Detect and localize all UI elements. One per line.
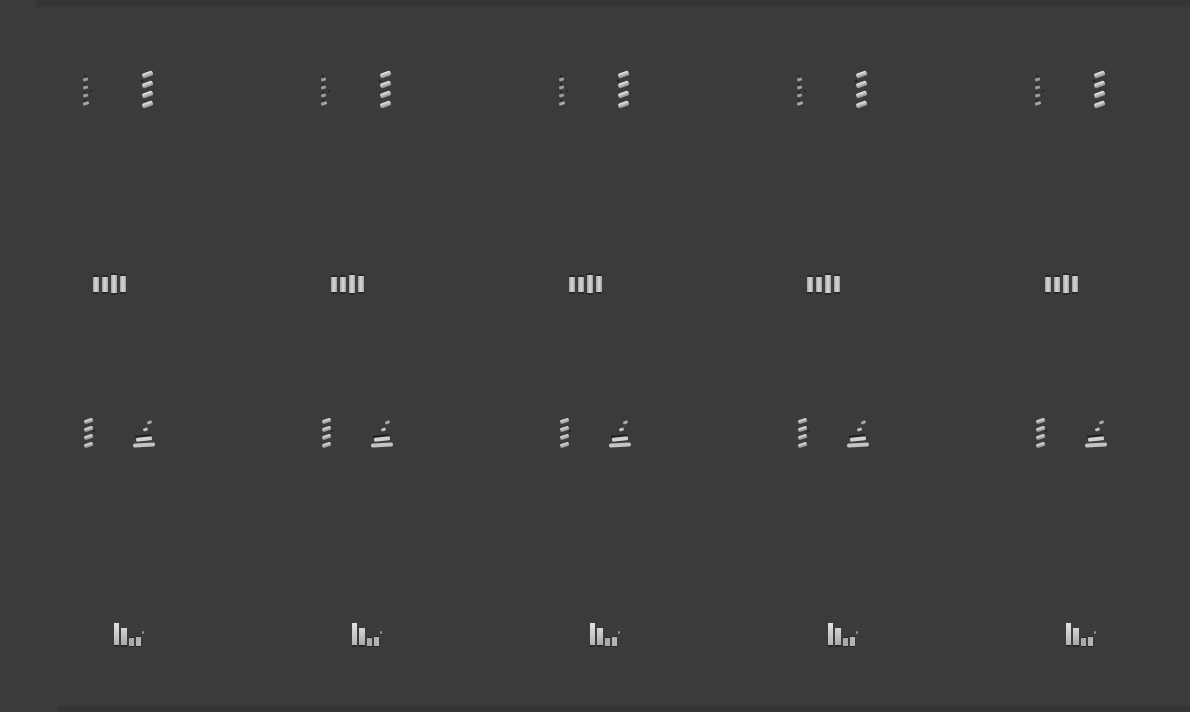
- small-tilde-stack-shape: [1036, 442, 1046, 448]
- small-tilde-stack-shape: [798, 418, 808, 424]
- bright-tilde-stack-shape: [617, 80, 619, 82]
- quad-bar-group-shape: [1054, 275, 1060, 294]
- decay-stroke-glyph-shape: [850, 436, 866, 441]
- dim-mark-stack-shape: [83, 101, 90, 106]
- small-tilde-stack-shape: [322, 434, 332, 440]
- descending-bar-group-shape: [367, 637, 372, 647]
- quad-bar-group-shape: [111, 273, 117, 295]
- descending-bar-group-shape: [605, 637, 610, 647]
- bright-tilde-stack-shape: [379, 80, 381, 82]
- decay-stroke-glyph-shape: [1088, 436, 1104, 441]
- descending-bar-group-shape: [1094, 631, 1097, 634]
- bright-tilde-stack-shape: [618, 100, 630, 108]
- bottom-edge-strip: [57, 706, 1190, 712]
- small-tilde-stack-shape: [84, 442, 94, 448]
- descending-bar-group-shape: [1088, 636, 1093, 647]
- decay-stroke-glyph-shape: [619, 427, 625, 431]
- dim-mark-stack-shape: [90, 90, 92, 92]
- bright-tilde-stack-shape: [1094, 90, 1106, 98]
- bright-tilde-stack-shape: [142, 90, 154, 98]
- bright-tilde-stack-shape: [856, 80, 868, 88]
- small-tilde-stack-shape: [798, 426, 808, 432]
- bright-tilde-stack-shape: [142, 80, 154, 88]
- dim-mark-stack-shape: [321, 77, 326, 81]
- dim-mark-stack-shape: [321, 85, 326, 89]
- small-tilde-stack-shape: [322, 442, 332, 448]
- quad-bar-group-shape: [102, 275, 108, 294]
- bright-tilde-stack-shape: [380, 80, 392, 88]
- descending-bar-group-shape: [1073, 628, 1079, 647]
- descending-bar-group-shape: [352, 623, 357, 647]
- descending-bar-group-shape: [843, 637, 848, 647]
- bright-tilde-stack-shape: [142, 100, 154, 108]
- dim-mark-stack-shape: [798, 99, 800, 101]
- quad-bar-group-shape: [1063, 273, 1069, 295]
- dim-mark-stack-shape: [559, 77, 564, 81]
- dim-mark-stack-shape: [1035, 85, 1040, 89]
- decay-stroke-glyph-shape: [381, 427, 387, 431]
- descending-bar-group-shape: [590, 623, 595, 647]
- descending-bar-group-shape: [121, 628, 127, 647]
- dim-mark-stack-shape: [797, 77, 802, 81]
- dim-mark-stack-shape: [83, 93, 88, 97]
- descending-bar-group-shape: [136, 636, 141, 647]
- decay-stroke-glyph-shape: [1085, 442, 1107, 447]
- small-tilde-stack-shape: [322, 418, 332, 424]
- small-tilde-stack-shape: [93, 430, 95, 432]
- dim-mark-stack-shape: [1035, 101, 1042, 106]
- decay-stroke-glyph-shape: [371, 442, 393, 447]
- small-tilde-stack-shape: [1045, 430, 1047, 432]
- dim-mark-stack-shape: [566, 90, 568, 92]
- dim-mark-stack-shape: [322, 99, 324, 101]
- small-tilde-stack-shape: [84, 426, 94, 432]
- descending-bar-group-shape: [850, 636, 855, 647]
- descending-bar-group-shape: [835, 628, 841, 647]
- descending-bar-group-shape: [597, 628, 603, 647]
- descending-bar-group-shape: [1081, 637, 1086, 647]
- dim-mark-stack-shape: [83, 85, 88, 89]
- decay-stroke-glyph-shape: [1095, 427, 1101, 431]
- small-tilde-stack-shape: [322, 426, 332, 432]
- bright-tilde-stack-shape: [856, 70, 868, 78]
- bright-tilde-stack-shape: [142, 70, 154, 78]
- dim-mark-stack-shape: [321, 101, 328, 106]
- small-tilde-stack-shape: [331, 430, 333, 432]
- small-tilde-stack-shape: [560, 418, 570, 424]
- dim-mark-stack-shape: [559, 101, 566, 106]
- small-tilde-stack-shape: [560, 442, 570, 448]
- quad-bar-group-shape: [93, 275, 99, 294]
- descending-bar-group-shape: [380, 631, 383, 634]
- small-tilde-stack-shape: [560, 426, 570, 432]
- decay-stroke-glyph-shape: [612, 436, 628, 441]
- descending-bar-group-shape: [856, 631, 859, 634]
- bright-tilde-stack-shape: [1094, 80, 1106, 88]
- bright-tilde-stack-shape: [380, 90, 392, 98]
- quad-bar-group-shape: [331, 275, 337, 294]
- dim-mark-stack-shape: [804, 90, 806, 92]
- decay-stroke-glyph-shape: [847, 442, 869, 447]
- bright-tilde-stack-shape: [855, 80, 857, 82]
- bright-tilde-stack-shape: [1093, 80, 1095, 82]
- quad-bar-group-shape: [596, 274, 602, 294]
- decay-stroke-glyph-shape: [385, 420, 390, 425]
- quad-bar-group-shape: [1072, 274, 1078, 294]
- quad-bar-group-shape: [349, 273, 355, 295]
- small-tilde-stack-shape: [84, 418, 94, 424]
- small-tilde-stack-shape: [798, 442, 808, 448]
- bright-tilde-stack-shape: [856, 100, 868, 108]
- dim-mark-stack-shape: [1035, 77, 1040, 81]
- dim-mark-stack-shape: [559, 93, 564, 97]
- descending-bar-group-shape: [142, 631, 145, 634]
- descending-bar-group-shape: [612, 636, 617, 647]
- small-tilde-stack-shape: [1036, 418, 1046, 424]
- dim-mark-stack-shape: [83, 77, 88, 81]
- quad-bar-group-shape: [825, 273, 831, 295]
- dim-mark-stack-shape: [1042, 90, 1044, 92]
- decay-stroke-glyph-shape: [374, 436, 390, 441]
- quad-bar-group-shape: [1045, 275, 1051, 294]
- dim-mark-stack-shape: [1036, 99, 1038, 101]
- quad-bar-group-shape: [816, 275, 822, 294]
- small-tilde-stack-shape: [798, 434, 808, 440]
- bright-tilde-stack-shape: [618, 70, 630, 78]
- quad-bar-group-shape: [340, 275, 346, 294]
- small-tilde-stack-shape: [84, 434, 94, 440]
- descending-bar-group-shape: [828, 623, 833, 647]
- decay-stroke-glyph-shape: [1099, 420, 1104, 425]
- small-tilde-stack-shape: [569, 430, 571, 432]
- quad-bar-group-shape: [578, 275, 584, 294]
- dim-mark-stack-shape: [321, 93, 326, 97]
- dim-mark-stack-shape: [328, 90, 330, 92]
- descending-bar-group-shape: [1066, 623, 1071, 647]
- decay-stroke-glyph-shape: [143, 427, 149, 431]
- quad-bar-group-shape: [587, 273, 593, 295]
- dim-mark-stack-shape: [559, 85, 564, 89]
- decay-stroke-glyph-shape: [147, 420, 152, 425]
- bright-tilde-stack-shape: [141, 80, 143, 82]
- descending-bar-group-shape: [618, 631, 621, 634]
- quad-bar-group-shape: [834, 274, 840, 294]
- bright-tilde-stack-shape: [856, 90, 868, 98]
- descending-bar-group-shape: [114, 623, 119, 647]
- dim-mark-stack-shape: [560, 99, 562, 101]
- quad-bar-group-shape: [120, 274, 126, 294]
- decay-stroke-glyph-shape: [136, 436, 152, 441]
- descending-bar-group-shape: [129, 637, 134, 647]
- bright-tilde-stack-shape: [380, 100, 392, 108]
- quad-bar-group-shape: [807, 275, 813, 294]
- small-tilde-stack-shape: [560, 434, 570, 440]
- bright-tilde-stack-shape: [1094, 100, 1106, 108]
- decay-stroke-glyph-shape: [133, 442, 155, 447]
- dim-mark-stack-shape: [797, 93, 802, 97]
- descending-bar-group-shape: [374, 636, 379, 647]
- decay-stroke-glyph-shape: [623, 420, 628, 425]
- quad-bar-group-shape: [569, 275, 575, 294]
- bright-tilde-stack-shape: [1094, 70, 1106, 78]
- decay-stroke-glyph-shape: [861, 420, 866, 425]
- decay-stroke-glyph-shape: [857, 427, 863, 431]
- small-tilde-stack-shape: [807, 430, 809, 432]
- decay-stroke-glyph-shape: [609, 442, 631, 447]
- bright-tilde-stack-shape: [380, 70, 392, 78]
- dim-mark-stack-shape: [797, 101, 804, 106]
- quad-bar-group-shape: [358, 274, 364, 294]
- dim-mark-stack-shape: [1035, 93, 1040, 97]
- small-tilde-stack-shape: [1036, 434, 1046, 440]
- descending-bar-group-shape: [359, 628, 365, 647]
- dim-mark-stack-shape: [84, 99, 86, 101]
- dim-mark-stack-shape: [797, 85, 802, 89]
- small-tilde-stack-shape: [1036, 426, 1046, 432]
- top-edge-strip: [36, 0, 1190, 7]
- bright-tilde-stack-shape: [618, 90, 630, 98]
- bright-tilde-stack-shape: [618, 80, 630, 88]
